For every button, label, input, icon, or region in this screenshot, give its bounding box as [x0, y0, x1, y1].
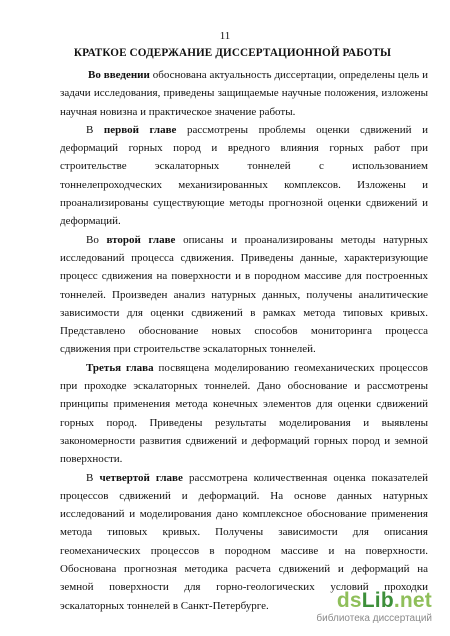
dslib-logo: dsLib.net	[336, 589, 432, 612]
document-body	[60, 66, 428, 615]
paragraph-chapter-2	[60, 231, 428, 359]
paragraph-text: посвящена моделированию геомеханических процессов при проходке эскалаторных тоннелей. Дано обоснование и рассмотрены принципы применения метода конечных элементов для оценки сдвижений горных пород. Приведены результаты моделирования и выявлены закономерности развития сдвижений и деформаций горных пород и земной поверхности.	[60, 361, 429, 466]
dslib-tagline: библиотека диссертаций	[316, 613, 432, 624]
paragraph-heading: первой главе	[103, 123, 177, 136]
paragraph-lead: В	[86, 471, 100, 484]
paragraph-heading: второй главе	[106, 233, 176, 246]
paragraph-text: описаны и проанализированы методы натурных исследований процесса сдвижения. Приведены данные, характеризующие процесс сдвижения на поверхности и в породном массиве для построенных тоннелей. Произведен анализ натурных данных, получены аналитические зависимости для оценки сдвижений в рамках метода типовых кривых. Представлено обоснование новых способов мониторинга процесса сдвижения при строительстве эскалаторных тоннелей.	[60, 233, 429, 356]
paragraph-lead: В	[86, 123, 104, 136]
paragraph-lead: Во	[86, 233, 107, 246]
paragraph-introduction	[60, 66, 428, 121]
paragraph-chapter-1	[60, 121, 428, 231]
paragraph-heading: четвертой главе	[99, 471, 183, 484]
paragraph-heading: Третья глава	[86, 361, 154, 374]
paragraph-chapter-3	[60, 359, 428, 469]
paragraph-text: рассмотрена количественная оценка показателей процессов сдвижений и деформаций. На основе данных натурных исследований и моделирования дано комплексное обоснование применения метода типовых кривых. Получены зависимости для описания геомеханических процессов в породном массиве и на поверхности. Обоснована прогнозная методика расчета сдвижений и деформаций на земной поверхности для горно-геологических условий проходки эскалаторных тоннелей в Санкт-Петербурге.	[60, 471, 429, 612]
paragraph-heading: Во введении	[88, 69, 150, 81]
paragraph-text: рассмотрены проблемы оценки сдвижений и деформаций горных пород и вредного влияния горных работ при строительстве эскалаторных тоннелей с использованием тоннелепроходческих механизированных комплексов. Изложены и проанализированы существующие методы прогнозной оценки сдвижений и деформаций.	[60, 123, 428, 228]
paragraph-text: обоснована актуальность диссертации, определены цель и задачи исследования, приведены защищаемые научные положения, изложены научная новизна и практическое значение работы.	[60, 69, 429, 118]
dslib-watermark	[292, 590, 432, 624]
page-number: 11	[219, 30, 231, 42]
document-title: КРАТКОЕ СОДЕРЖАНИЕ ДИССЕРТАЦИОННОЙ РАБОТЫ	[73, 47, 392, 59]
